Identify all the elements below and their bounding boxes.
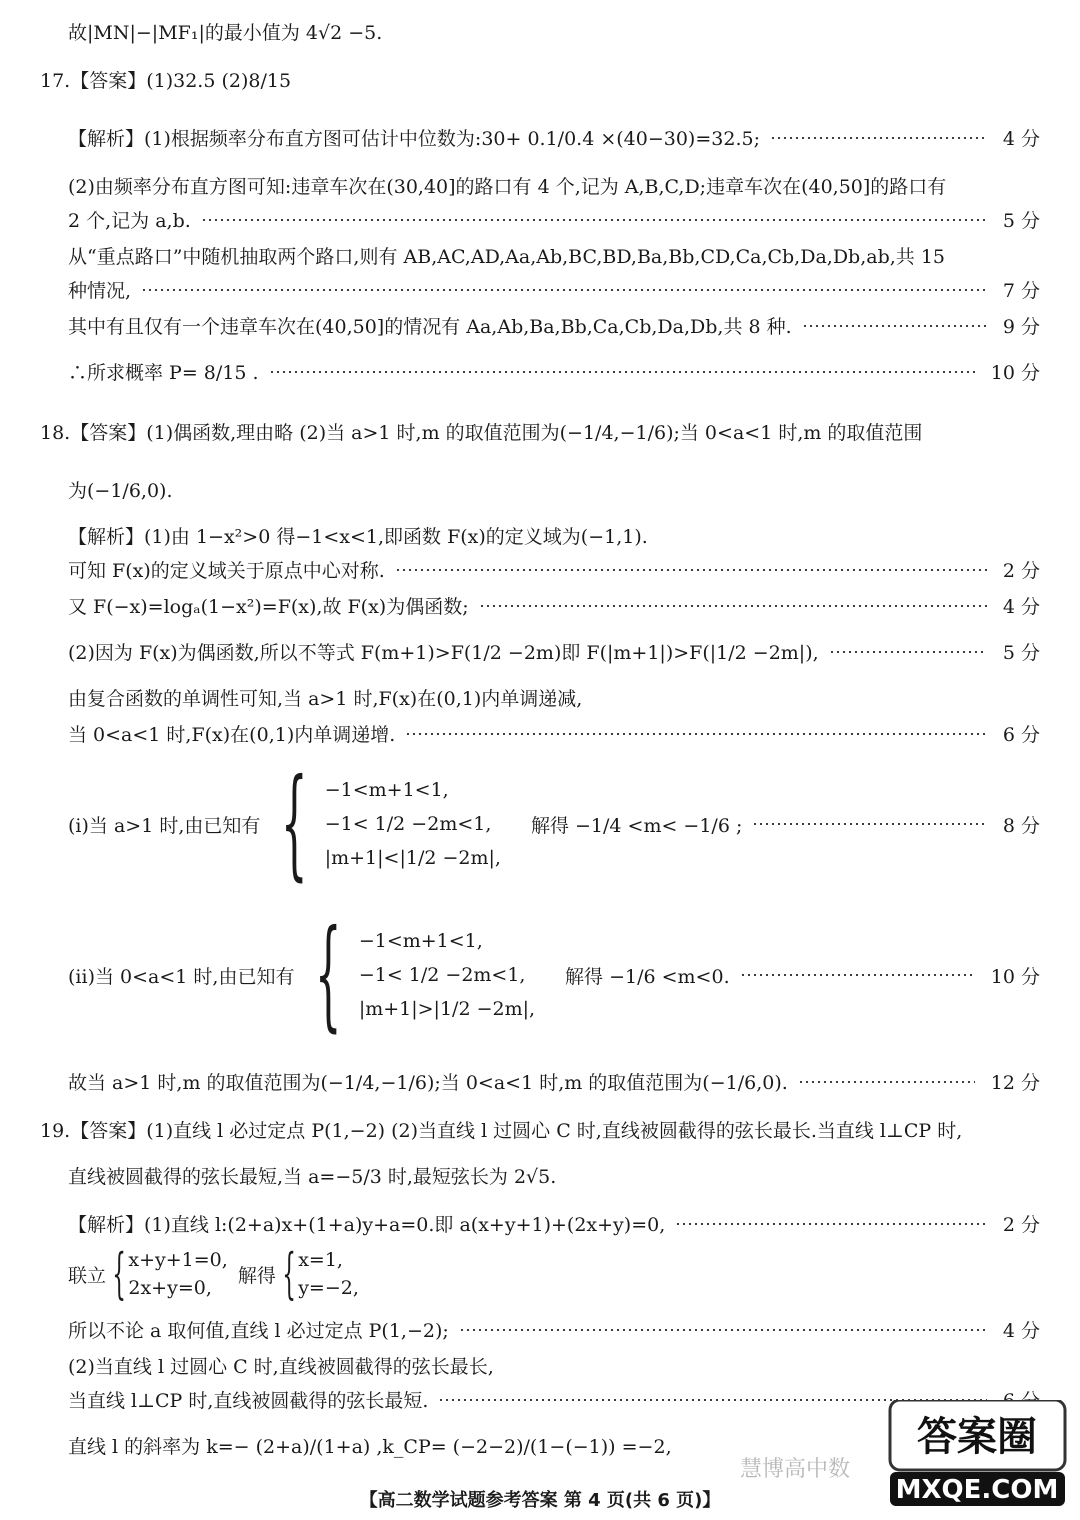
brace-icon: { — [315, 905, 342, 1044]
equation: −1<m+1<1, — [358, 930, 483, 952]
q19-analysis-3 — [68, 1316, 1040, 1343]
equation-system — [128, 1246, 227, 1302]
text: (2)因为 F(x)为偶函数,所以不等式 F(m+1)>F(1/2 −2m)即 F(|m+1|)>F(|1/2 −2m|), — [68, 642, 819, 664]
text: (2)由频率分布直方图可知:违章车次在(30,40]的路口有 4 个,记为 A,B,C,D;违章车次在(40,50]的路口有 — [68, 176, 947, 198]
leader-dots — [479, 605, 987, 607]
score: 8 分 — [1002, 814, 1040, 837]
score: 9 分 — [1002, 316, 1040, 338]
text: (ⅱ)当 0<a<1 时,由已知有 — [68, 965, 295, 988]
leader-dots — [752, 823, 986, 825]
score: 4 分 — [1002, 128, 1040, 150]
q18-analysis-4 — [68, 638, 1040, 665]
text: 故当 a>1 时,m 的取值范围为(−1/4,−1/6);当 0<a<1 时,m 的取值范围为(−1/6,0). — [68, 1072, 788, 1094]
text: 直线 l 的斜率为 k=− (2+a)/(1+a) ,k_CP= (−2−2)/(1−(−1)) =−2, — [68, 1436, 672, 1458]
equation: x+y+1=0, — [128, 1249, 228, 1271]
q17-analysis-3a — [68, 242, 1040, 269]
q18-analysis-2 — [68, 556, 1040, 583]
text: 17.【答案】(1)32.5 (2)8/15 — [40, 70, 292, 92]
q18-analysis-1 — [68, 522, 1040, 549]
q17-analysis-2b — [68, 206, 1040, 233]
q19-analysis-2 — [68, 1242, 1040, 1306]
brace-icon: { — [281, 754, 308, 893]
text: 所以不论 a 取何值,直线 l 必过定点 P(1,−2); — [68, 1320, 449, 1342]
brace-icon: { — [112, 1242, 127, 1305]
q19-answer-a — [40, 1116, 1040, 1143]
watermark-source-text: 慧博高中数 — [740, 1457, 851, 1482]
leader-dots — [141, 289, 987, 291]
leader-dots — [405, 733, 987, 735]
equation: |m+1|<|1/2 −2m|, — [324, 847, 501, 869]
text: 由复合函数的单调性可知,当 a>1 时,F(x)在(0,1)内单调递减, — [68, 688, 583, 710]
leader-dots — [675, 1223, 987, 1225]
text: ∴所求概率 P= 8/15 . — [68, 362, 259, 384]
q17-analysis-3b — [68, 276, 1040, 303]
leader-dots — [770, 137, 987, 139]
score: 4 分 — [1002, 1320, 1040, 1342]
score: 5 分 — [1002, 642, 1040, 664]
q19-answer-b — [68, 1162, 1040, 1189]
brace-icon: { — [282, 1242, 296, 1305]
equation-system — [298, 1246, 359, 1302]
text: 种情况, — [68, 280, 132, 302]
score: 10 分 — [990, 965, 1040, 988]
equation-system — [325, 773, 501, 875]
text: 当直线 l⊥CP 时,直线被圆截得的弦长最短. — [68, 1390, 429, 1412]
leader-dots — [201, 219, 987, 221]
equation: y=−2, — [298, 1277, 359, 1299]
leader-dots — [829, 651, 987, 653]
text: 19.【答案】(1)直线 l 必过定点 P(1,−2) (2)当直线 l 过圆心 C 时,直线被圆截得的弦长最长.当直线 l⊥CP 时, — [40, 1120, 963, 1142]
text: 又 F(−x)=logₐ(1−x²)=F(x),故 F(x)为偶函数; — [68, 596, 469, 618]
leader-dots — [459, 1329, 987, 1331]
q19-analysis-6 — [68, 1432, 820, 1459]
leader-dots — [798, 1081, 975, 1083]
text: 解得 −1/6 <m<0. — [565, 965, 730, 988]
score: 12 分 — [990, 1072, 1040, 1094]
equation: −1< 1/2 −2m<1, — [358, 964, 526, 986]
leader-dots — [802, 325, 987, 327]
q17-analysis-5 — [68, 358, 1040, 385]
score: 7 分 — [1002, 280, 1040, 302]
q18-case-2 — [68, 905, 1040, 1044]
text: 2 个,记为 a,b. — [68, 210, 191, 232]
score: 2 分 — [1002, 1214, 1040, 1236]
leader-dots — [740, 974, 975, 976]
text: 【解析】(1)根据频率分布直方图可估计中位数为:30+ 0.1/0.4 ×(40−30)=32.5; — [68, 128, 760, 150]
leader-dots — [395, 569, 987, 571]
q17-analysis-2a — [68, 172, 1040, 199]
text: 解得 — [237, 1264, 276, 1287]
text: 直线被圆截得的弦长最短,当 a=−5/3 时,最短弦长为 2√5. — [68, 1166, 557, 1188]
text: 为(−1/6,0). — [68, 480, 173, 502]
q18-answer-a — [40, 418, 1040, 445]
q18-case-1 — [68, 754, 1040, 893]
q18-analysis-6 — [68, 720, 1040, 747]
text: 当 0<a<1 时,F(x)在(0,1)内单调递增. — [68, 724, 396, 746]
score: 10 分 — [990, 362, 1040, 384]
equation: 2x+y=0, — [128, 1277, 212, 1299]
doc-line — [68, 18, 1040, 45]
equation: −1< 1/2 −2m<1, — [324, 813, 492, 835]
text: 解得 −1/4 <m< −1/6 ; — [530, 814, 743, 837]
score: 6 分 — [1002, 724, 1040, 746]
equation: |m+1|>|1/2 −2m|, — [358, 998, 536, 1020]
q18-analysis-5 — [68, 684, 1040, 711]
q19-analysis-1 — [68, 1210, 1040, 1237]
text: (ⅰ)当 a>1 时,由已知有 — [68, 814, 261, 837]
text: (2)当直线 l 过圆心 C 时,直线被圆截得的弦长最长, — [68, 1356, 494, 1378]
text: 【解析】(1)由 1−x²>0 得−1<x<1,即函数 F(x)的定义域为(−1,1). — [68, 526, 648, 548]
svg-text:答案圈: 答案圈 — [917, 1414, 1037, 1460]
page-footer: 【高二数学试题参考答案 第 4 页(共 6 页)】 — [359, 1490, 721, 1511]
q18-conclusion — [68, 1068, 1040, 1095]
text: 可知 F(x)的定义域关于原点中心对称. — [68, 560, 385, 582]
q17-analysis-1 — [68, 124, 1040, 151]
text: 故|MN|−|MF₁|的最小值为 4√2 −5. — [68, 22, 383, 44]
equation-system — [359, 924, 535, 1026]
q18-analysis-3 — [68, 592, 1040, 619]
text: 【解析】(1)直线 l:(2+a)x+(1+a)y+a=0.即 a(x+y+1)+(2x+y)=0, — [68, 1214, 666, 1236]
svg-text:MXQE.COM: MXQE.COM — [895, 1475, 1059, 1505]
score: 2 分 — [1002, 560, 1040, 582]
text: 联立 — [68, 1264, 107, 1287]
equation: x=1, — [298, 1249, 343, 1271]
text: 其中有且仅有一个违章车次在(40,50]的情况有 Aa,Ab,Ba,Bb,Ca,Cb,Da,Db,共 8 种. — [68, 316, 792, 338]
text: 从“重点路口”中随机抽取两个路口,则有 AB,AC,AD,Aa,Ab,BC,BD,Ba,Bb,CD,Ca,Cb,Da,Db,ab,共 15 — [68, 246, 946, 268]
q19-analysis-4 — [68, 1352, 1040, 1379]
text: 18.【答案】(1)偶函数,理由略 (2)当 a>1 时,m 的取值范围为(−1/4,−1/6);当 0<a<1 时,m 的取值范围 — [40, 422, 923, 444]
leader-dots — [269, 371, 975, 373]
q17-answer — [40, 66, 1040, 93]
score: 4 分 — [1002, 596, 1040, 618]
equation: −1<m+1<1, — [324, 779, 449, 801]
q18-answer-b — [68, 476, 1040, 503]
score: 5 分 — [1002, 210, 1040, 232]
q17-analysis-4 — [68, 312, 1040, 339]
